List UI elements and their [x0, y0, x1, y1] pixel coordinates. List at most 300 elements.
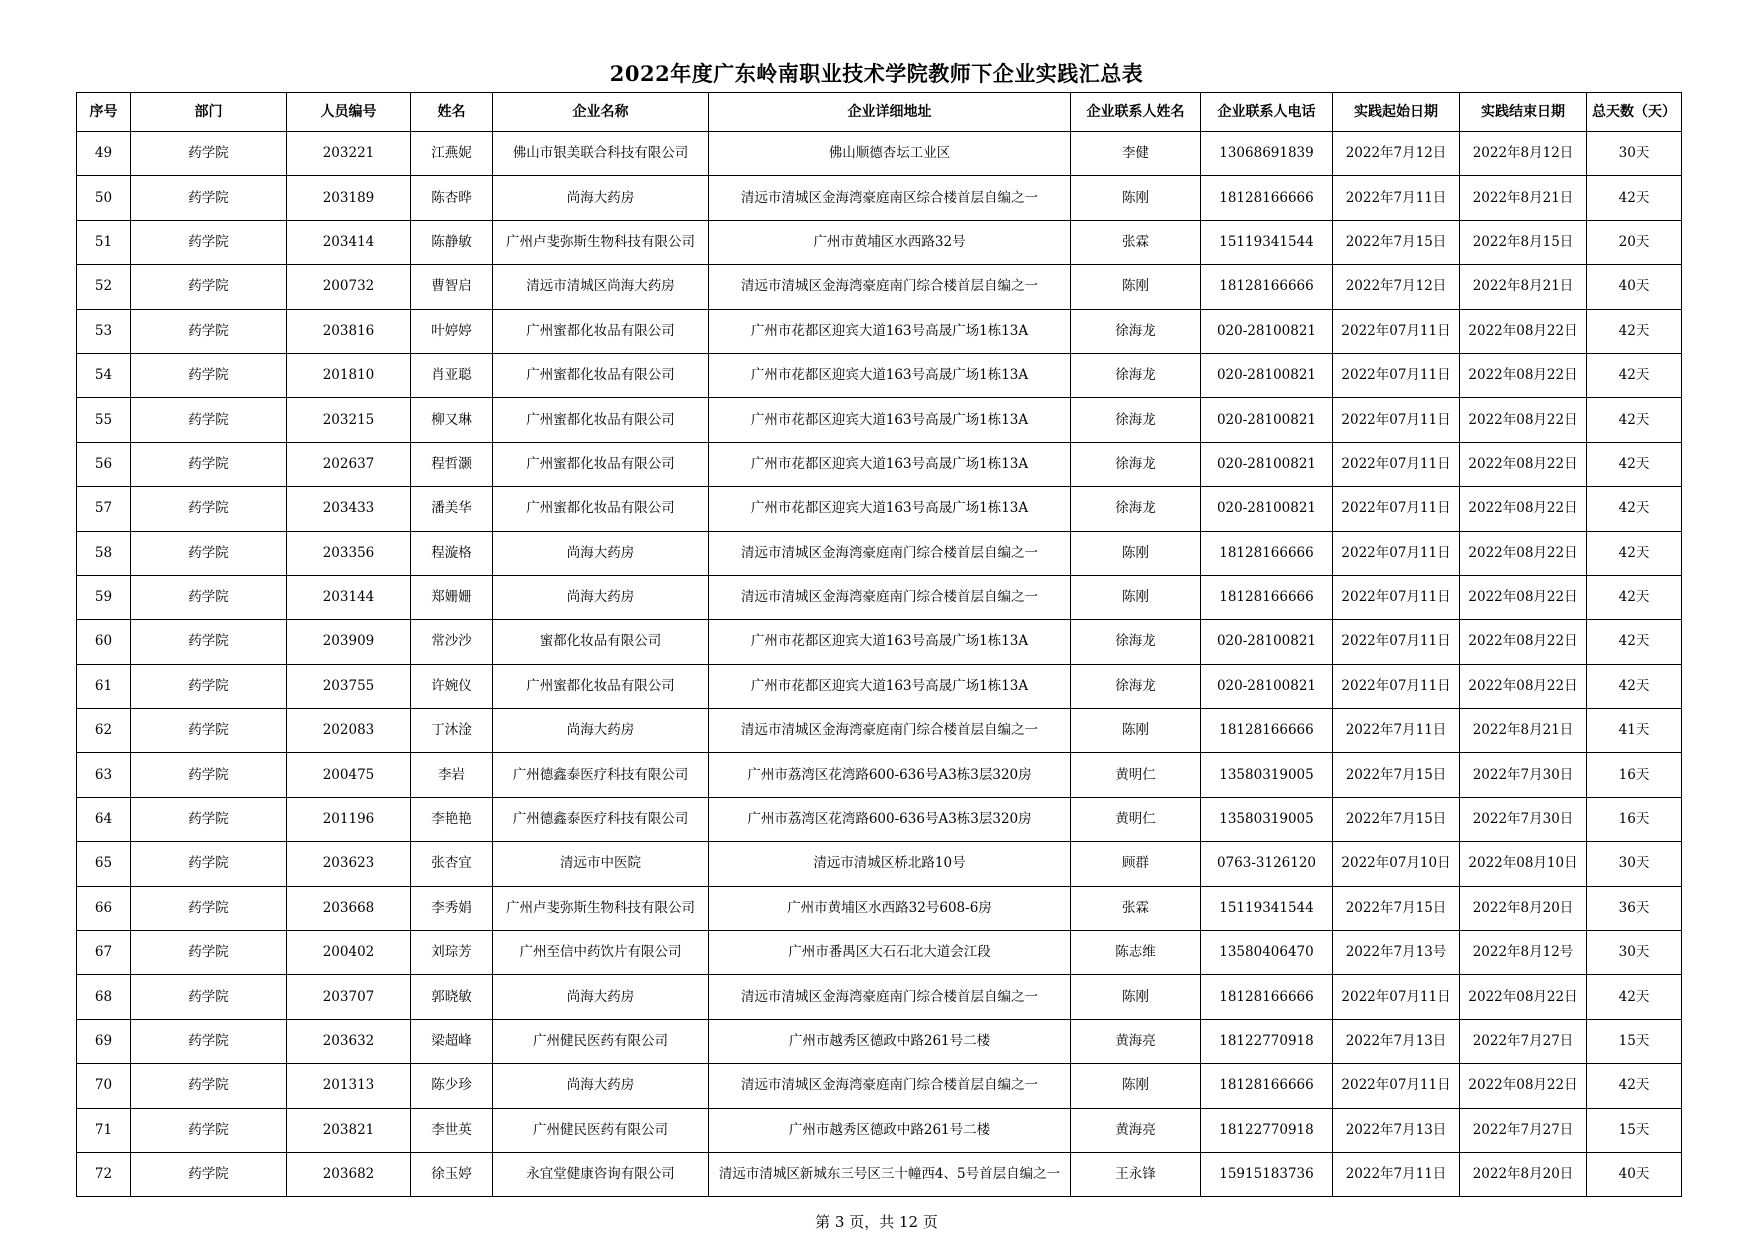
company-address-cell: 清远市清城区桥北路10号 — [709, 842, 1071, 886]
contact-phone-cell: 15119341544 — [1201, 220, 1333, 264]
start-date-cell: 2022年07月11日 — [1333, 442, 1460, 486]
contact-phone-cell: 020-28100821 — [1201, 664, 1333, 708]
staff-name-cell: 李岩 — [411, 753, 493, 797]
contact-name-cell: 陈志维 — [1071, 931, 1201, 975]
row-number-cell: 63 — [77, 753, 131, 797]
end-date-cell: 2022年8月15日 — [1460, 220, 1587, 264]
staff-id-cell: 203821 — [287, 1108, 411, 1152]
summary-table — [76, 92, 1682, 1197]
start-date-cell: 2022年7月11日 — [1333, 176, 1460, 220]
start-date-cell: 2022年07月11日 — [1333, 1064, 1460, 1108]
staff-id-cell: 203755 — [287, 664, 411, 708]
table-row — [77, 709, 1682, 753]
total-days-cell: 30天 — [1587, 842, 1682, 886]
total-days-cell: 20天 — [1587, 220, 1682, 264]
company-address-cell: 清远市清城区金海湾豪庭南区综合楼首层自编之一 — [709, 176, 1071, 220]
staff-id-cell: 203668 — [287, 886, 411, 930]
table-body — [77, 132, 1682, 1197]
table-row — [77, 1152, 1682, 1196]
row-number-cell: 69 — [77, 1019, 131, 1063]
department-cell: 药学院 — [131, 1108, 287, 1152]
row-number-cell: 62 — [77, 709, 131, 753]
company-name-cell: 尚海大药房 — [493, 176, 709, 220]
row-number-cell: 57 — [77, 487, 131, 531]
company-name-cell: 广州蜜都化妆品有限公司 — [493, 398, 709, 442]
row-number-cell: 56 — [77, 442, 131, 486]
contact-phone-cell: 020-28100821 — [1201, 398, 1333, 442]
company-name-cell: 尚海大药房 — [493, 975, 709, 1019]
staff-name-cell: 李秀娟 — [411, 886, 493, 930]
contact-phone-cell: 13580406470 — [1201, 931, 1333, 975]
end-date-cell: 2022年7月27日 — [1460, 1108, 1587, 1152]
row-number-cell: 68 — [77, 975, 131, 1019]
end-date-cell: 2022年8月21日 — [1460, 265, 1587, 309]
company-name-cell: 蜜都化妆品有限公司 — [493, 620, 709, 664]
table-row — [77, 176, 1682, 220]
company-address-cell: 广州市番禺区大石石北大道会江段 — [709, 931, 1071, 975]
contact-phone-cell: 13580319005 — [1201, 797, 1333, 841]
staff-id-cell: 203221 — [287, 132, 411, 176]
company-name-cell: 永宜堂健康咨询有限公司 — [493, 1152, 709, 1196]
company-address-cell: 清远市清城区金海湾豪庭南门综合楼首层自编之一 — [709, 265, 1071, 309]
company-name-cell: 广州德鑫泰医疗科技有限公司 — [493, 797, 709, 841]
total-days-cell: 42天 — [1587, 309, 1682, 353]
company-name-cell: 广州至信中药饮片有限公司 — [493, 931, 709, 975]
staff-name-cell: 郭晓敏 — [411, 975, 493, 1019]
company-name-cell: 清远市中医院 — [493, 842, 709, 886]
company-address-cell: 佛山顺德杏坛工业区 — [709, 132, 1071, 176]
staff-name-cell: 李艳艳 — [411, 797, 493, 841]
company-name-cell: 广州卢斐弥斯生物科技有限公司 — [493, 886, 709, 930]
staff-name-cell: 陈少珍 — [411, 1064, 493, 1108]
department-cell: 药学院 — [131, 842, 287, 886]
contact-name-cell: 徐海龙 — [1071, 353, 1201, 397]
total-days-cell: 30天 — [1587, 132, 1682, 176]
staff-id-cell: 203433 — [287, 487, 411, 531]
staff-id-cell: 200402 — [287, 931, 411, 975]
staff-name-cell: 陈静敏 — [411, 220, 493, 264]
column-header: 企业名称 — [493, 93, 709, 132]
column-header: 总天数（天） — [1587, 93, 1682, 132]
company-address-cell: 广州市黄埔区水西路32号 — [709, 220, 1071, 264]
staff-id-cell: 203632 — [287, 1019, 411, 1063]
total-days-cell: 30天 — [1587, 931, 1682, 975]
end-date-cell: 2022年7月30日 — [1460, 797, 1587, 841]
company-name-cell: 广州德鑫泰医疗科技有限公司 — [493, 753, 709, 797]
total-days-cell: 41天 — [1587, 709, 1682, 753]
staff-name-cell: 潘美华 — [411, 487, 493, 531]
staff-name-cell: 刘琮芳 — [411, 931, 493, 975]
contact-phone-cell: 18128166666 — [1201, 975, 1333, 1019]
contact-phone-cell: 13068691839 — [1201, 132, 1333, 176]
end-date-cell: 2022年08月22日 — [1460, 664, 1587, 708]
column-header: 序号 — [77, 93, 131, 132]
start-date-cell: 2022年07月11日 — [1333, 487, 1460, 531]
total-days-cell: 15天 — [1587, 1019, 1682, 1063]
department-cell: 药学院 — [131, 442, 287, 486]
start-date-cell: 2022年7月12日 — [1333, 132, 1460, 176]
end-date-cell: 2022年8月21日 — [1460, 176, 1587, 220]
contact-name-cell: 王永锋 — [1071, 1152, 1201, 1196]
total-days-cell: 42天 — [1587, 487, 1682, 531]
contact-phone-cell: 020-28100821 — [1201, 487, 1333, 531]
table-row — [77, 797, 1682, 841]
end-date-cell: 2022年08月22日 — [1460, 1064, 1587, 1108]
department-cell: 药学院 — [131, 309, 287, 353]
contact-phone-cell: 18128166666 — [1201, 1064, 1333, 1108]
company-name-cell: 广州健民医药有限公司 — [493, 1108, 709, 1152]
department-cell: 药学院 — [131, 975, 287, 1019]
start-date-cell: 2022年7月12日 — [1333, 265, 1460, 309]
contact-name-cell: 陈刚 — [1071, 709, 1201, 753]
company-address-cell: 广州市花都区迎宾大道163号高晟广场1栋13A — [709, 398, 1071, 442]
department-cell: 药学院 — [131, 753, 287, 797]
staff-name-cell: 张杏宜 — [411, 842, 493, 886]
contact-name-cell: 徐海龙 — [1071, 309, 1201, 353]
row-number-cell: 51 — [77, 220, 131, 264]
contact-phone-cell: 020-28100821 — [1201, 442, 1333, 486]
staff-id-cell: 203816 — [287, 309, 411, 353]
company-name-cell: 清远市清城区尚海大药房 — [493, 265, 709, 309]
row-number-cell: 50 — [77, 176, 131, 220]
staff-id-cell: 203682 — [287, 1152, 411, 1196]
row-number-cell: 60 — [77, 620, 131, 664]
total-days-cell: 16天 — [1587, 753, 1682, 797]
company-name-cell: 广州蜜都化妆品有限公司 — [493, 487, 709, 531]
department-cell: 药学院 — [131, 709, 287, 753]
contact-name-cell: 黄明仁 — [1071, 753, 1201, 797]
staff-name-cell: 曹智启 — [411, 265, 493, 309]
table-row — [77, 309, 1682, 353]
company-name-cell: 广州卢斐弥斯生物科技有限公司 — [493, 220, 709, 264]
row-number-cell: 59 — [77, 575, 131, 619]
start-date-cell: 2022年7月11日 — [1333, 1152, 1460, 1196]
total-days-cell: 42天 — [1587, 575, 1682, 619]
start-date-cell: 2022年07月11日 — [1333, 309, 1460, 353]
company-address-cell: 清远市清城区金海湾豪庭南门综合楼首层自编之一 — [709, 575, 1071, 619]
staff-id-cell: 203189 — [287, 176, 411, 220]
row-number-cell: 64 — [77, 797, 131, 841]
table-row — [77, 265, 1682, 309]
contact-name-cell: 黄海亮 — [1071, 1019, 1201, 1063]
start-date-cell: 2022年7月15日 — [1333, 886, 1460, 930]
row-number-cell: 55 — [77, 398, 131, 442]
staff-id-cell: 203215 — [287, 398, 411, 442]
start-date-cell: 2022年7月15日 — [1333, 220, 1460, 264]
company-address-cell: 广州市荔湾区花湾路600-636号A3栋3层320房 — [709, 753, 1071, 797]
table-header-row — [77, 93, 1682, 132]
start-date-cell: 2022年07月11日 — [1333, 620, 1460, 664]
table-row — [77, 975, 1682, 1019]
contact-name-cell: 黄明仁 — [1071, 797, 1201, 841]
staff-name-cell: 李世英 — [411, 1108, 493, 1152]
total-days-cell: 15天 — [1587, 1108, 1682, 1152]
row-number-cell: 58 — [77, 531, 131, 575]
staff-name-cell: 许婉仪 — [411, 664, 493, 708]
company-name-cell: 尚海大药房 — [493, 1064, 709, 1108]
column-header: 企业联系人姓名 — [1071, 93, 1201, 132]
contact-name-cell: 陈刚 — [1071, 176, 1201, 220]
end-date-cell: 2022年08月22日 — [1460, 442, 1587, 486]
company-address-cell: 广州市花都区迎宾大道163号高晟广场1栋13A — [709, 353, 1071, 397]
column-header: 实践起始日期 — [1333, 93, 1460, 132]
company-name-cell: 广州蜜都化妆品有限公司 — [493, 664, 709, 708]
company-name-cell: 佛山市银美联合科技有限公司 — [493, 132, 709, 176]
department-cell: 药学院 — [131, 797, 287, 841]
start-date-cell: 2022年07月11日 — [1333, 575, 1460, 619]
contact-name-cell: 顾群 — [1071, 842, 1201, 886]
staff-name-cell: 丁沐淦 — [411, 709, 493, 753]
table-row — [77, 753, 1682, 797]
company-address-cell: 清远市清城区新城东三号区三十幢西4、5号首层自编之一 — [709, 1152, 1071, 1196]
table-row — [77, 575, 1682, 619]
table-row — [77, 531, 1682, 575]
company-address-cell: 广州市黄埔区水西路32号608-6房 — [709, 886, 1071, 930]
company-name-cell: 尚海大药房 — [493, 531, 709, 575]
contact-phone-cell: 18128166666 — [1201, 265, 1333, 309]
staff-name-cell: 肖亚聪 — [411, 353, 493, 397]
contact-phone-cell: 020-28100821 — [1201, 309, 1333, 353]
department-cell: 药学院 — [131, 1064, 287, 1108]
company-address-cell: 清远市清城区金海湾豪庭南门综合楼首层自编之一 — [709, 1064, 1071, 1108]
department-cell: 药学院 — [131, 1019, 287, 1063]
contact-phone-cell: 020-28100821 — [1201, 620, 1333, 664]
end-date-cell: 2022年08月22日 — [1460, 353, 1587, 397]
start-date-cell: 2022年07月11日 — [1333, 531, 1460, 575]
company-address-cell: 广州市花都区迎宾大道163号高晟广场1栋13A — [709, 487, 1071, 531]
total-days-cell: 40天 — [1587, 265, 1682, 309]
start-date-cell: 2022年7月13号 — [1333, 931, 1460, 975]
row-number-cell: 67 — [77, 931, 131, 975]
table-row — [77, 842, 1682, 886]
start-date-cell: 2022年7月11日 — [1333, 709, 1460, 753]
company-address-cell: 广州市越秀区德政中路261号二楼 — [709, 1108, 1071, 1152]
row-number-cell: 71 — [77, 1108, 131, 1152]
total-days-cell: 36天 — [1587, 886, 1682, 930]
department-cell: 药学院 — [131, 220, 287, 264]
table-row — [77, 353, 1682, 397]
table-row — [77, 931, 1682, 975]
department-cell: 药学院 — [131, 620, 287, 664]
staff-name-cell: 程哲灏 — [411, 442, 493, 486]
staff-id-cell: 203356 — [287, 531, 411, 575]
row-number-cell: 53 — [77, 309, 131, 353]
department-cell: 药学院 — [131, 1152, 287, 1196]
table-row — [77, 1019, 1682, 1063]
end-date-cell: 2022年08月22日 — [1460, 575, 1587, 619]
start-date-cell: 2022年7月13日 — [1333, 1108, 1460, 1152]
department-cell: 药学院 — [131, 575, 287, 619]
start-date-cell: 2022年07月11日 — [1333, 398, 1460, 442]
table-row — [77, 1108, 1682, 1152]
company-address-cell: 清远市清城区金海湾豪庭南门综合楼首层自编之一 — [709, 531, 1071, 575]
company-address-cell: 清远市清城区金海湾豪庭南门综合楼首层自编之一 — [709, 975, 1071, 1019]
department-cell: 药学院 — [131, 176, 287, 220]
table-row — [77, 886, 1682, 930]
total-days-cell: 42天 — [1587, 975, 1682, 1019]
end-date-cell: 2022年8月20日 — [1460, 886, 1587, 930]
company-address-cell: 清远市清城区金海湾豪庭南门综合楼首层自编之一 — [709, 709, 1071, 753]
page-title: 2022年度广东岭南职业技术学院教师下企业实践汇总表 — [609, 61, 1144, 86]
start-date-cell: 2022年7月15日 — [1333, 797, 1460, 841]
end-date-cell: 2022年8月20日 — [1460, 1152, 1587, 1196]
staff-name-cell: 程漩格 — [411, 531, 493, 575]
end-date-cell: 2022年08月22日 — [1460, 309, 1587, 353]
total-days-cell: 40天 — [1587, 1152, 1682, 1196]
company-address-cell: 广州市花都区迎宾大道163号高晟广场1栋13A — [709, 309, 1071, 353]
table-row — [77, 398, 1682, 442]
row-number-cell: 70 — [77, 1064, 131, 1108]
department-cell: 药学院 — [131, 398, 287, 442]
contact-name-cell: 徐海龙 — [1071, 442, 1201, 486]
end-date-cell: 2022年08月22日 — [1460, 487, 1587, 531]
department-cell: 药学院 — [131, 531, 287, 575]
table-row — [77, 664, 1682, 708]
contact-name-cell: 黄海亮 — [1071, 1108, 1201, 1152]
staff-name-cell: 叶婷婷 — [411, 309, 493, 353]
total-days-cell: 42天 — [1587, 398, 1682, 442]
staff-name-cell: 陈杏晔 — [411, 176, 493, 220]
staff-id-cell: 203623 — [287, 842, 411, 886]
staff-name-cell: 郑姗姗 — [411, 575, 493, 619]
end-date-cell: 2022年8月21日 — [1460, 709, 1587, 753]
total-days-cell: 42天 — [1587, 442, 1682, 486]
row-number-cell: 49 — [77, 132, 131, 176]
column-header: 姓名 — [411, 93, 493, 132]
column-header: 企业联系人电话 — [1201, 93, 1333, 132]
staff-id-cell: 202083 — [287, 709, 411, 753]
contact-phone-cell: 18128166666 — [1201, 531, 1333, 575]
start-date-cell: 2022年7月13日 — [1333, 1019, 1460, 1063]
total-days-cell: 42天 — [1587, 664, 1682, 708]
row-number-cell: 66 — [77, 886, 131, 930]
staff-name-cell: 江燕妮 — [411, 132, 493, 176]
staff-name-cell: 柳又琳 — [411, 398, 493, 442]
end-date-cell: 2022年08月22日 — [1460, 531, 1587, 575]
contact-phone-cell: 18122770918 — [1201, 1019, 1333, 1063]
total-days-cell: 16天 — [1587, 797, 1682, 841]
contact-phone-cell: 18128166666 — [1201, 709, 1333, 753]
contact-name-cell: 陈刚 — [1071, 531, 1201, 575]
contact-phone-cell: 15915183736 — [1201, 1152, 1333, 1196]
contact-phone-cell: 0763-3126120 — [1201, 842, 1333, 886]
contact-phone-cell: 15119341544 — [1201, 886, 1333, 930]
department-cell: 药学院 — [131, 265, 287, 309]
department-cell: 药学院 — [131, 132, 287, 176]
end-date-cell: 2022年08月22日 — [1460, 975, 1587, 1019]
total-days-cell: 42天 — [1587, 353, 1682, 397]
end-date-cell: 2022年08月22日 — [1460, 620, 1587, 664]
table-row — [77, 487, 1682, 531]
staff-name-cell: 常沙沙 — [411, 620, 493, 664]
column-header: 实践结束日期 — [1460, 93, 1587, 132]
row-number-cell: 52 — [77, 265, 131, 309]
contact-phone-cell: 18122770918 — [1201, 1108, 1333, 1152]
start-date-cell: 2022年07月10日 — [1333, 842, 1460, 886]
staff-id-cell: 203414 — [287, 220, 411, 264]
start-date-cell: 2022年07月11日 — [1333, 664, 1460, 708]
total-days-cell: 42天 — [1587, 1064, 1682, 1108]
contact-name-cell: 陈刚 — [1071, 265, 1201, 309]
contact-name-cell: 张霖 — [1071, 886, 1201, 930]
total-days-cell: 42天 — [1587, 531, 1682, 575]
contact-name-cell: 徐海龙 — [1071, 487, 1201, 531]
row-number-cell: 72 — [77, 1152, 131, 1196]
contact-name-cell: 徐海龙 — [1071, 664, 1201, 708]
company-name-cell: 尚海大药房 — [493, 709, 709, 753]
staff-name-cell: 徐玉婷 — [411, 1152, 493, 1196]
department-cell: 药学院 — [131, 664, 287, 708]
start-date-cell: 2022年07月11日 — [1333, 975, 1460, 1019]
company-address-cell: 广州市荔湾区花湾路600-636号A3栋3层320房 — [709, 797, 1071, 841]
company-name-cell: 广州健民医药有限公司 — [493, 1019, 709, 1063]
column-header: 人员编号 — [287, 93, 411, 132]
department-cell: 药学院 — [131, 931, 287, 975]
row-number-cell: 54 — [77, 353, 131, 397]
contact-name-cell: 陈刚 — [1071, 975, 1201, 1019]
contact-name-cell: 陈刚 — [1071, 575, 1201, 619]
end-date-cell: 2022年7月27日 — [1460, 1019, 1587, 1063]
company-address-cell: 广州市越秀区德政中路261号二楼 — [709, 1019, 1071, 1063]
contact-phone-cell: 13580319005 — [1201, 753, 1333, 797]
staff-id-cell: 200732 — [287, 265, 411, 309]
company-name-cell: 广州蜜都化妆品有限公司 — [493, 353, 709, 397]
company-name-cell: 广州蜜都化妆品有限公司 — [493, 442, 709, 486]
staff-id-cell: 203909 — [287, 620, 411, 664]
end-date-cell: 2022年8月12号 — [1460, 931, 1587, 975]
total-days-cell: 42天 — [1587, 176, 1682, 220]
contact-name-cell: 张霖 — [1071, 220, 1201, 264]
staff-id-cell: 201196 — [287, 797, 411, 841]
company-name-cell: 尚海大药房 — [493, 575, 709, 619]
start-date-cell: 2022年7月15日 — [1333, 753, 1460, 797]
column-header: 企业详细地址 — [709, 93, 1071, 132]
staff-id-cell: 203144 — [287, 575, 411, 619]
row-number-cell: 61 — [77, 664, 131, 708]
contact-phone-cell: 18128166666 — [1201, 575, 1333, 619]
contact-phone-cell: 18128166666 — [1201, 176, 1333, 220]
table-row — [77, 132, 1682, 176]
staff-name-cell: 梁超峰 — [411, 1019, 493, 1063]
end-date-cell: 2022年7月30日 — [1460, 753, 1587, 797]
company-address-cell: 广州市花都区迎宾大道163号高晟广场1栋13A — [709, 664, 1071, 708]
contact-name-cell: 陈刚 — [1071, 1064, 1201, 1108]
staff-id-cell: 201313 — [287, 1064, 411, 1108]
total-days-cell: 42天 — [1587, 620, 1682, 664]
contact-name-cell: 李健 — [1071, 132, 1201, 176]
contact-name-cell: 徐海龙 — [1071, 620, 1201, 664]
department-cell: 药学院 — [131, 487, 287, 531]
table-row — [77, 220, 1682, 264]
table-row — [77, 620, 1682, 664]
row-number-cell: 65 — [77, 842, 131, 886]
end-date-cell: 2022年08月22日 — [1460, 398, 1587, 442]
staff-id-cell: 200475 — [287, 753, 411, 797]
department-cell: 药学院 — [131, 353, 287, 397]
department-cell: 药学院 — [131, 886, 287, 930]
column-header: 部门 — [131, 93, 287, 132]
contact-name-cell: 徐海龙 — [1071, 398, 1201, 442]
staff-id-cell: 203707 — [287, 975, 411, 1019]
contact-phone-cell: 020-28100821 — [1201, 353, 1333, 397]
table-row — [77, 1064, 1682, 1108]
end-date-cell: 2022年08月10日 — [1460, 842, 1587, 886]
start-date-cell: 2022年07月11日 — [1333, 353, 1460, 397]
company-address-cell: 广州市花都区迎宾大道163号高晟广场1栋13A — [709, 620, 1071, 664]
staff-id-cell: 201810 — [287, 353, 411, 397]
company-address-cell: 广州市花都区迎宾大道163号高晟广场1栋13A — [709, 442, 1071, 486]
end-date-cell: 2022年8月12日 — [1460, 132, 1587, 176]
